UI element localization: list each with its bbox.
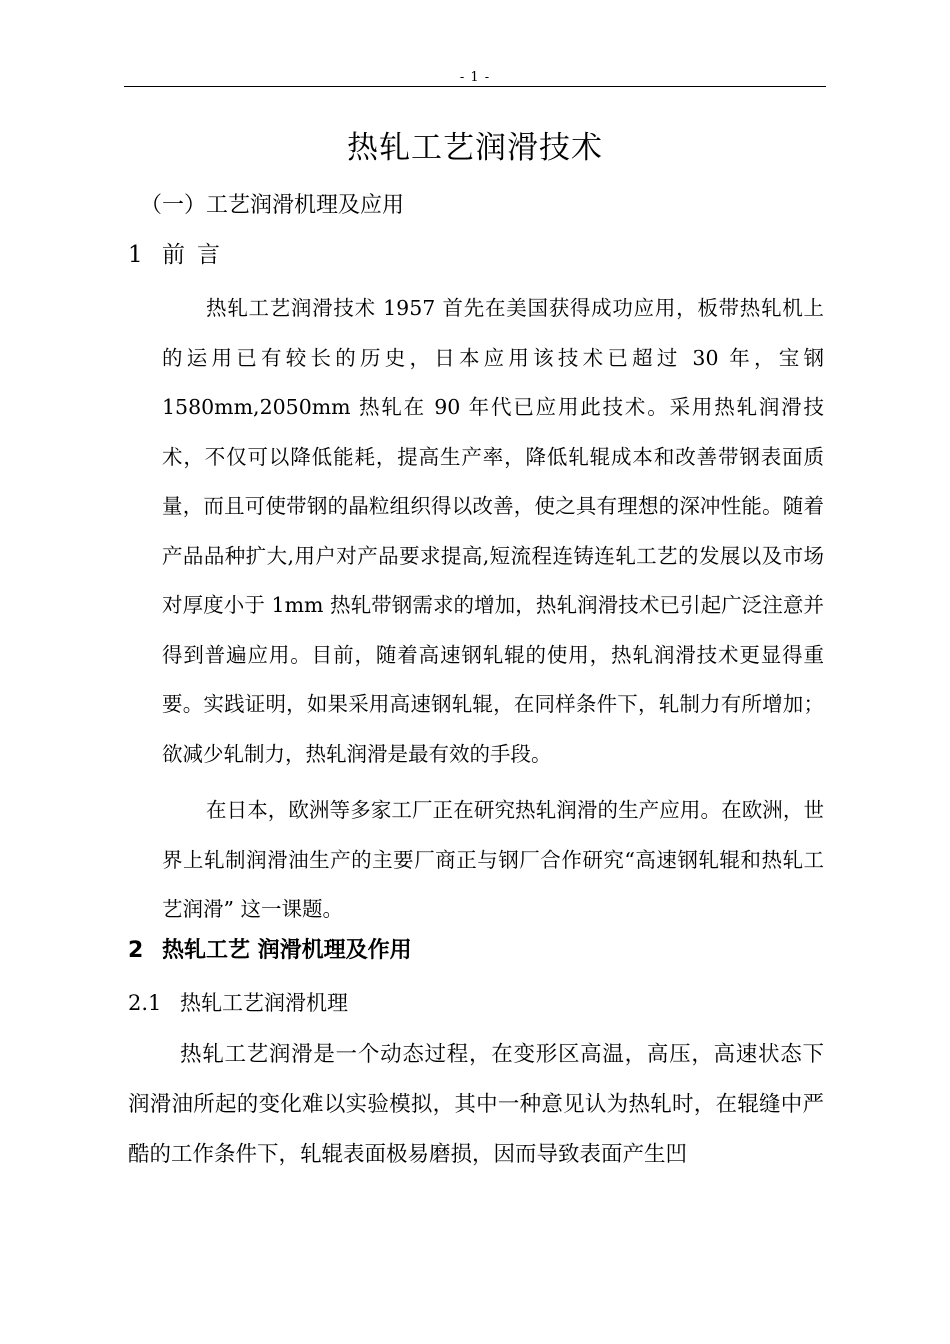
section-1-heading xyxy=(128,238,232,272)
section-1-number: 1 xyxy=(128,242,143,268)
page-number: - 1 - xyxy=(459,70,491,85)
document-title: 热轧工艺润滑技术 xyxy=(347,130,603,166)
section-2-title: 热轧工艺 润滑机理及作用 xyxy=(162,938,412,963)
section-1-paragraph-1: 热轧工艺润滑技术 1957 首先在美国获得成功应用，板带热轧机上的运用已有较长的历史，日本应用该技术已超过 30 年，宝钢 1580mm,2050mm 热轧在 90 年代已应用此技术。采用热轧润滑技术，不仅可以降低能耗，提高生产率，降低轧辊成本和改善带钢表面质量，而且可使带钢的晶粒组织得以改善，使之具有理想的深冲性能。随着产品品种扩大,用户对产品要求提高,短流程连铸连轧工艺的发展以及市场对厚度小于 1mm 热轧带钢需求的增加，热轧润滑技术已引起广泛注意并得到普遍应用。目前，随着高速钢轧辊的使用，热轧润滑技术更显得重要。实践证明，如果采用高速钢轧辊，在同样条件下，轧制力有所增加；欲减少轧制力，热轧润滑是最有效的手段。 xyxy=(162,296,824,766)
subsection-2-1-title: 热轧工艺润滑机理 xyxy=(180,991,348,1015)
section-2-number: 2 xyxy=(128,938,144,963)
section-1-title: 前言 xyxy=(162,242,232,268)
part-heading: （一）工艺润滑机理及应用 xyxy=(140,193,405,218)
subsection-2-1-number: 2.1 xyxy=(128,991,162,1015)
subsection-2-1-heading xyxy=(128,987,348,1019)
subsection-2-1-paragraph: 热轧工艺润滑是一个动态过程，在变形区高温，高压，高速状态下润滑油所起的变化难以实验模拟，其中一种意见认为热轧时，在辊缝中严酷的工作条件下，轧辊表面极易磨损，因而导致表面产生凹 xyxy=(128,1042,824,1167)
section-1-paragraph-2: 在日本，欧洲等多家工厂正在研究热轧润滑的生产应用。在欧洲，世界上轧制润滑油生产的主要厂商正与钢厂合作研究“高速钢轧辊和热轧工艺润滑” 这一课题。 xyxy=(162,798,824,921)
header-rule xyxy=(124,86,826,87)
section-2-heading xyxy=(128,934,412,968)
